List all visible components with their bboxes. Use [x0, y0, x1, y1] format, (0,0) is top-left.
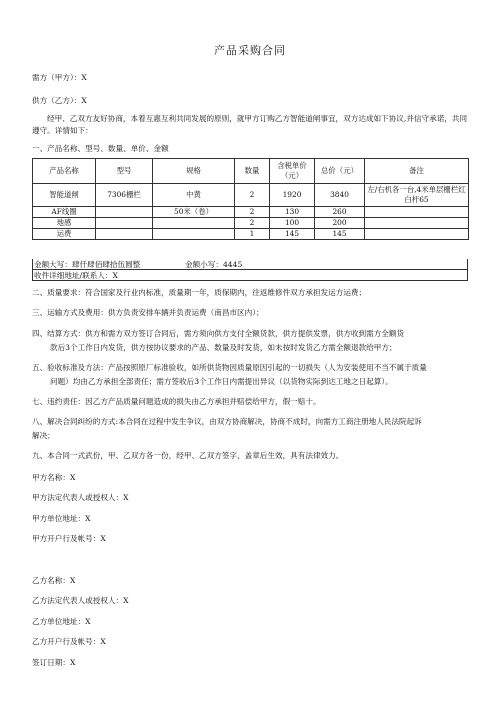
- clause-3: 三、运输方式及费用：供方负责安排车辆并负责运费（南昌市区内）；: [32, 308, 264, 317]
- clause-7: 七、违约责任：因乙方产品质量问题造成的损失由乙方承担并赔偿给甲方，假一赔十。: [32, 397, 321, 406]
- party-b-address: 乙方单位地址：X: [32, 617, 91, 626]
- clause-4-cont: 款后3个工作日内发货，供方按协议要求的产品、数量及时发货，如未按时发货乙方需全额退款给甲方；: [50, 343, 397, 352]
- table-cell: [96, 207, 153, 218]
- table-header-row: [33, 159, 469, 184]
- table-cell: 1920: [270, 184, 315, 207]
- table-cell: 3840: [315, 184, 365, 207]
- product-table: [32, 158, 469, 240]
- table-cell: [365, 218, 469, 229]
- clause-8-cont: 解决；: [32, 431, 55, 440]
- intro-paragraph: 经甲、乙双方友好协商，本着互惠互利共同发展的原则，就甲方订购乙方智能道闸事宜，双方达成如下协议,并信守承诺，共同遵守。详情如下：: [32, 114, 468, 135]
- buyer-line: 需方（甲方）：X: [32, 73, 87, 82]
- page-title: 产品采购合同: [214, 44, 286, 57]
- table-cell: 130: [270, 207, 315, 218]
- party-a-bank: 甲方开户行及帐号：X: [32, 534, 106, 543]
- table-cell: 2: [235, 207, 270, 218]
- table-cell: 运费: [33, 229, 96, 240]
- party-b-name: 乙方名称：X: [32, 576, 76, 585]
- table-row: [33, 229, 469, 240]
- signing-date: 签订日期：X: [32, 658, 76, 667]
- table-cell: 地感: [33, 218, 96, 229]
- table-cell: 7306栅栏: [96, 184, 153, 207]
- amount-upper: 金额大写：肆仟肆佰肆拾伍圆整: [34, 260, 141, 269]
- table-cell: 中黄: [153, 184, 235, 207]
- party-a-representative: 甲方法定代表人或授权人：X: [32, 493, 129, 502]
- amount-row: [32, 259, 468, 270]
- party-a-address: 甲方单位地址：X: [32, 514, 91, 523]
- col-header: 型号: [96, 159, 153, 184]
- table-cell: 2: [235, 218, 270, 229]
- party-b-bank: 乙方开户行及帐号：X: [32, 637, 106, 646]
- table-cell: [365, 229, 469, 240]
- table-row: [33, 184, 469, 207]
- col-header: 数量: [235, 159, 270, 184]
- col-header: 产品名称: [33, 159, 96, 184]
- table-cell: [153, 218, 235, 229]
- col-header: 备注: [365, 159, 469, 184]
- clause-2: 二、质量要求：符合国家及行业内标准，质量期一年，质保期内，往返维修件双方承担发运方运费；: [32, 288, 367, 297]
- section-1-heading: 一、产品名称、型号、数量、单价、金额: [32, 144, 169, 153]
- seller-line: 供方（乙方）：X: [32, 96, 87, 105]
- table-cell: 左/右机各一台,4米单层栅栏红白杆65: [365, 184, 469, 207]
- table-cell: 260: [315, 207, 365, 218]
- party-b-representative: 乙方法定代表人或授权人：X: [32, 596, 129, 605]
- table-cell: [96, 229, 153, 240]
- col-header: 总价（元）: [315, 159, 365, 184]
- clause-9: 九、本合同一式武份，甲、乙双方各一份，经甲、乙双方签字、盖章后生效，具有法律效力。: [32, 451, 344, 460]
- amount-lower: 金额小写：4445: [185, 260, 243, 269]
- col-header: 规格: [153, 159, 235, 184]
- table-cell: 智能道闸: [33, 184, 96, 207]
- table-cell: 100: [270, 218, 315, 229]
- table-cell: 1: [235, 229, 270, 240]
- col-header: 含税单价（元）: [270, 159, 315, 184]
- table-cell: [153, 229, 235, 240]
- clause-5-cont: 问题）均由乙方承担全部责任；需方签收后3个工作日内需提出异议（以货物实际到达工地之日起算）。: [50, 377, 393, 386]
- table-cell: 200: [315, 218, 365, 229]
- table-cell: [365, 207, 469, 218]
- clause-8: 八、解决合同纠纷的方式:本合同在过程中发生争议，由双方协商解决，协商不成时，向需方工商注册地人民法院起诉: [32, 417, 422, 426]
- table-cell: 2: [235, 184, 270, 207]
- table-cell: 145: [315, 229, 365, 240]
- table-row: [33, 207, 469, 218]
- clause-5: 五、验收标准及方法：产品按照原厂标准验收，如所供货物因质量原因引起的一切损失（人为安装使用不当不属于质量: [32, 363, 427, 372]
- party-a-name: 甲方名称：X: [32, 473, 76, 482]
- table-row: [33, 218, 469, 229]
- table-cell: 50米（卷）: [153, 207, 235, 218]
- table-cell: 145: [270, 229, 315, 240]
- receiver-row: 收件详细地址/联系人：X: [32, 270, 468, 281]
- table-cell: [96, 218, 153, 229]
- clause-4: 四、结算方式：供方和需方双方签订合同后，需方须向供方支付全额货款，供方提供发票，供方收到需方全额货: [32, 329, 405, 338]
- table-cell: AF线圈: [33, 207, 96, 218]
